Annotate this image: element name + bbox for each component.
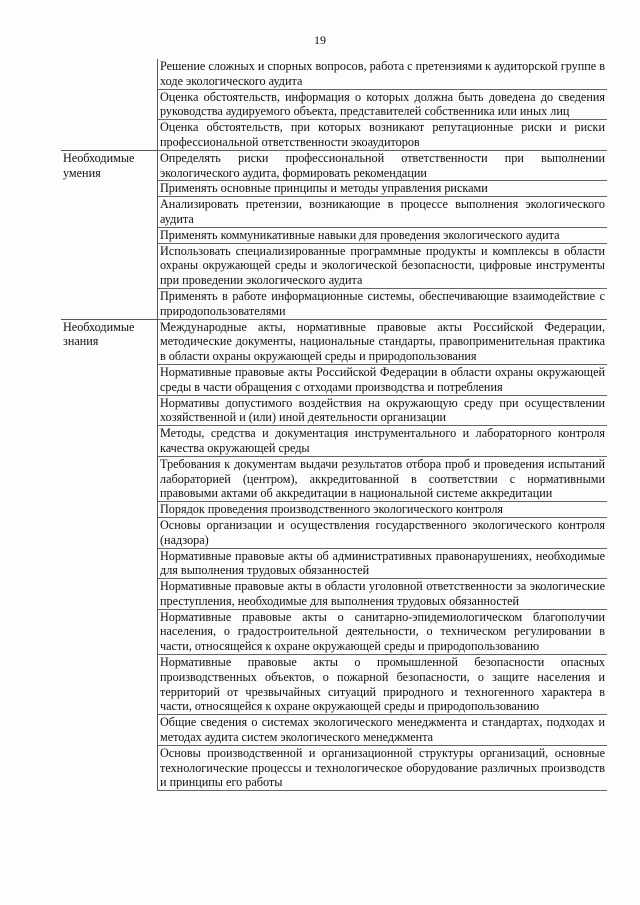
- section-label: [61, 59, 158, 150]
- requirement-item: Решение сложных и спорных вопросов, работа с претензиями к аудиторской группе в ходе экологического аудита: [158, 59, 608, 89]
- section-label: Необходимые знания: [61, 319, 158, 791]
- requirement-item: Общие сведения о системах экологического менеджмента и стандартах, подходах и методах аудита систем экологического менеджмента: [158, 715, 608, 746]
- requirement-item: Нормативные правовые акты в области уголовной ответственности за экологические преступления, необходимые для выполнения трудовых обязанностей: [158, 579, 608, 610]
- requirement-item: Нормативы допустимого воздействия на окружающую среду при осуществлении хозяйственной и (или) иной деятельности организации: [158, 395, 608, 426]
- requirement-item: Оценка обстоятельств, информация о которых должна быть доведена до сведения руководства аудируемого объекта, представителей собственника или иных лиц: [158, 89, 608, 120]
- requirement-item: Анализировать претензии, возникающие в процессе выполнения экологического аудита: [158, 197, 608, 228]
- requirement-item: Применять основные принципы и методы управления рисками: [158, 181, 608, 197]
- table-row: [61, 319, 607, 364]
- requirement-item: Нормативные правовые акты о промышленной безопасности опасных производственных объектов, о пожарной безопасности, о защите населения и территорий от чрезвычайных ситуаций природного и техногенного характера в части, относящейся к охране окружающей среды и природопользованию: [158, 655, 608, 715]
- competency-table: [61, 59, 607, 791]
- table-row: [61, 150, 607, 181]
- section-label: Необходимые умения: [61, 150, 158, 319]
- requirement-item: Применять в работе информационные системы, обеспечивающие взаимодействие с природопользователями: [158, 288, 608, 319]
- requirement-item: Нормативные правовые акты о санитарно-эпидемиологическом благополучии населения, о градостроительной деятельности, о техническом регулировании в части, относящейся к охране окружающей среды и природопользованию: [158, 609, 608, 654]
- requirement-item: Основы производственной и организационной структуры организаций, основные технологические процессы и технологическое оборудование различных производств и принципы его работы: [158, 745, 608, 790]
- requirement-item: Нормативные правовые акты Российской Федерации в области охраны окружающей среды в части обращения с отходами производства и потребления: [158, 364, 608, 395]
- requirement-item: Определять риски профессиональной ответственности при выполнении экологического аудита, формировать рекомендации: [158, 150, 608, 181]
- requirement-item: Порядок проведения производственного экологического контроля: [158, 502, 608, 518]
- page-number: 19: [314, 33, 326, 47]
- requirement-item: Оценка обстоятельств, при которых возникают репутационные риски и риски профессиональной ответственности экоаудиторов: [158, 120, 608, 151]
- requirement-item: Международные акты, нормативные правовые акты Российской Федерации, методические документы, национальные стандарты, правоприменительная практика в области охраны окружающей среды и природопользования: [158, 319, 608, 364]
- requirement-item: Методы, средства и документация инструментального и лабораторного контроля качества окружающей среды: [158, 426, 608, 457]
- requirement-item: Применять коммуникативные навыки для проведения экологического аудита: [158, 227, 608, 243]
- requirement-item: Использовать специализированные программные продукты и комплексы в области охраны окружающей среды и экологической безопасности, цифровые инструменты при проведении экологического аудита: [158, 243, 608, 288]
- requirement-item: Основы организации и осуществления государственного экологического контроля (надзора): [158, 517, 608, 548]
- table-row: [61, 59, 607, 89]
- requirement-item: Нормативные правовые акты об административных правонарушениях, необходимые для выполнения трудовых обязанностей: [158, 548, 608, 579]
- requirement-item: Требования к документам выдачи результатов отбора проб и проведения испытаний лабораторией (центром), аккредитованной в соответствии с нормативными правовыми актами об аккредитации в национальной системе аккредитации: [158, 456, 608, 501]
